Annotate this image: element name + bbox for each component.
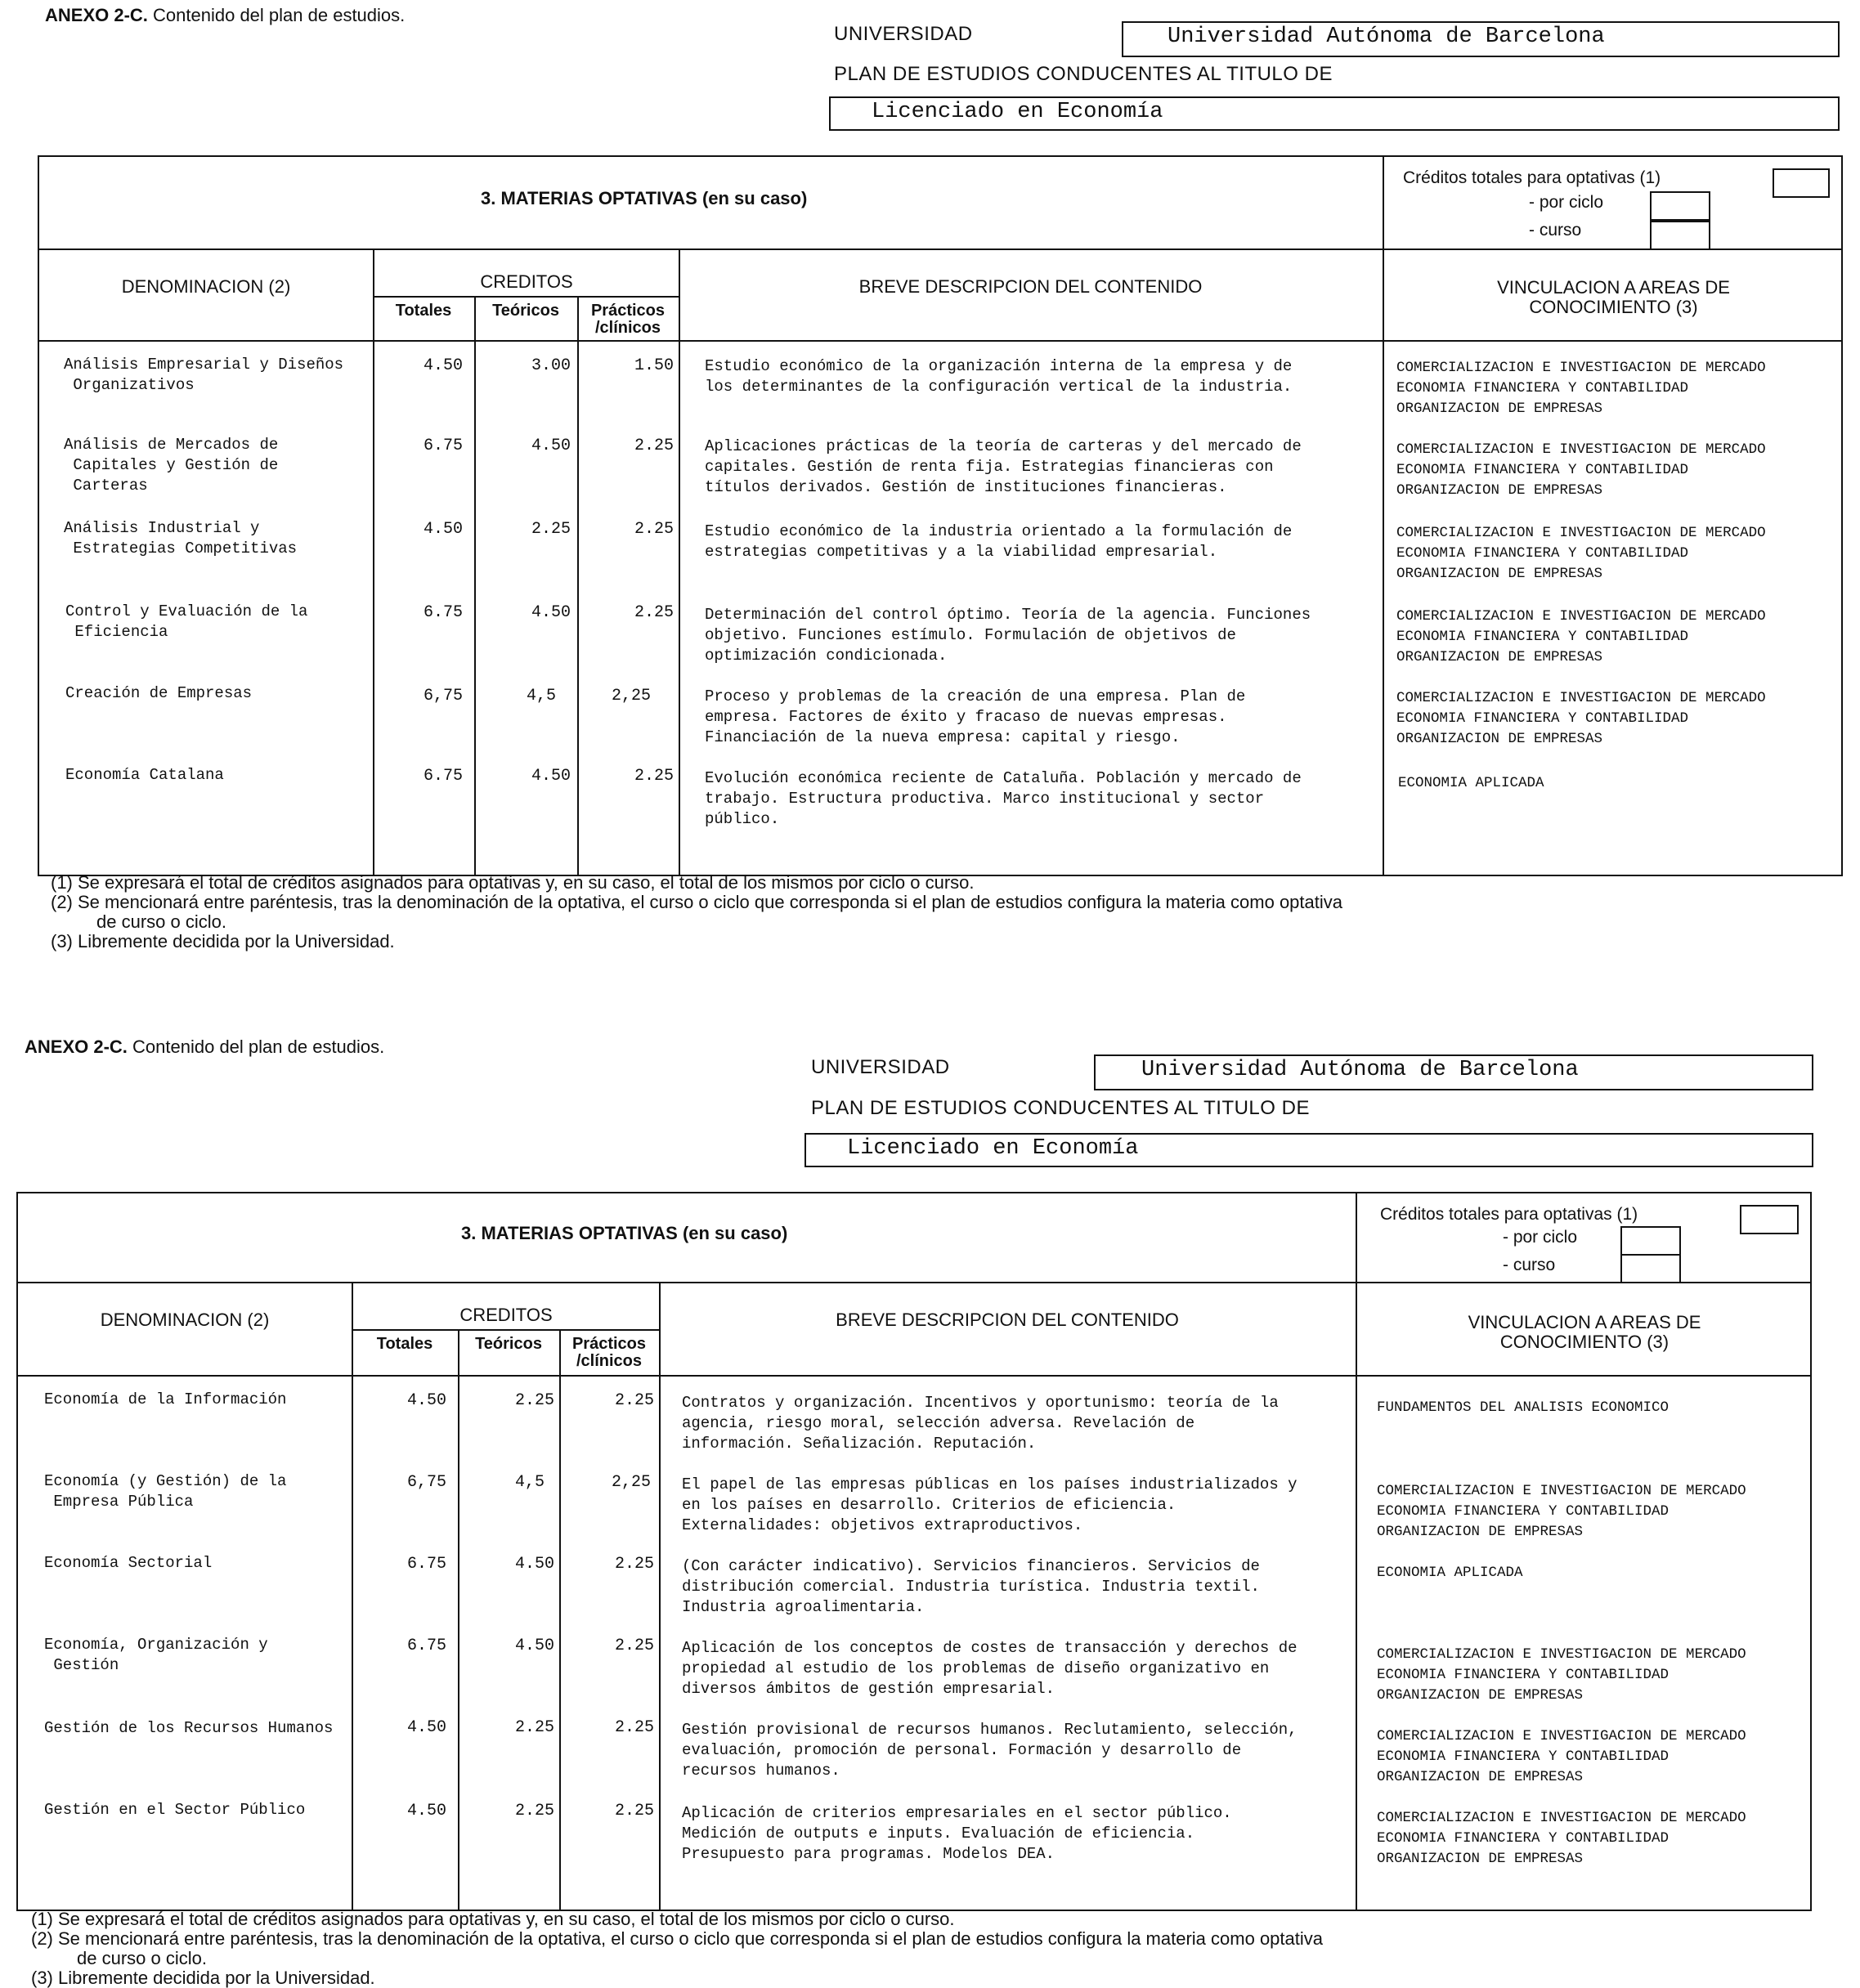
row-descripcion: Evolución económica reciente de Cataluña. Población y mercado de trabajo. Estructura productiva. Marco institucional y sector público. <box>705 769 1302 828</box>
por-ciclo-label: - por ciclo <box>1529 193 1604 212</box>
row-teoricos: 4.50 <box>531 603 571 622</box>
creditos-totales-box <box>1740 1205 1799 1234</box>
footnote-2: (2) Se mencionará entre paréntesis, tras la denominación de la optativa, el curso o ciclo que corresponda si el plan de estudios configura la materia como optativa <box>51 892 1342 912</box>
row-practicos: 1.50 <box>634 356 674 375</box>
row-denominacion: Economía de la Información <box>44 1390 287 1408</box>
plan-label: PLAN DE ESTUDIOS CONDUCENTES AL TITULO DE <box>811 1097 1310 1119</box>
row-teoricos: 2.25 <box>531 520 571 539</box>
row-areas: COMERCIALIZACION E INVESTIGACION DE MERCADO ECONOMIA FINANCIERA Y CONTABILIDAD ORGANIZACION DE EMPRESAS <box>1377 1483 1746 1540</box>
plan-label: PLAN DE ESTUDIOS CONDUCENTES AL TITULO DE <box>834 63 1333 85</box>
creditos-totales-label: Créditos totales para optativas (1) <box>1403 168 1661 187</box>
row-areas: COMERCIALIZACION E INVESTIGACION DE MERCADO ECONOMIA FINANCIERA Y CONTABILIDAD ORGANIZACION DE EMPRESAS <box>1396 608 1766 665</box>
row-practicos: 2.25 <box>634 767 674 786</box>
por-ciclo-label: - por ciclo <box>1503 1228 1578 1247</box>
row-totales: 4.50 <box>423 356 463 375</box>
annex-heading: ANEXO 2-C. Contenido del plan de estudios. <box>45 5 406 25</box>
row-teoricos: 4,5 <box>526 687 556 705</box>
row-areas: COMERCIALIZACION E INVESTIGACION DE MERCADO ECONOMIA FINANCIERA Y CONTABILIDAD ORGANIZACION DE EMPRESAS <box>1396 690 1766 747</box>
col-descripcion: BREVE DESCRIPCION DEL CONTENIDO <box>836 1310 1179 1330</box>
row-areas: ECONOMIA APLICADA <box>1398 775 1544 791</box>
col-creditos: CREDITOS <box>459 1305 553 1325</box>
col-vinculacion: VINCULACION A AREAS DE CONOCIMIENTO (3) <box>1468 1312 1701 1352</box>
row-teoricos: 4,5 <box>514 1473 545 1492</box>
row-descripcion: Estudio económico de la industria orientado a la formulación de estrategias competitivas y a la viabilidad empresarial. <box>705 522 1293 561</box>
footnote-2-cont: de curso o ciclo. <box>77 1948 207 1968</box>
row-denominacion: Creación de Empresas <box>65 684 253 702</box>
col-creditos: CREDITOS <box>480 271 573 292</box>
row-totales: 6.75 <box>423 603 463 622</box>
row-totales: 4.50 <box>406 1802 446 1820</box>
footnote-3: (3) Libremente decidida por la Universidad. <box>51 931 395 951</box>
row-areas: COMERCIALIZACION E INVESTIGACION DE MERCADO ECONOMIA FINANCIERA Y CONTABILIDAD ORGANIZACION DE EMPRESAS <box>1377 1810 1746 1867</box>
row-denominacion: Economía Sectorial <box>44 1554 213 1572</box>
row-areas: FUNDAMENTOS DEL ANALISIS ECONOMICO <box>1377 1399 1670 1416</box>
footnote-2-cont: de curso o ciclo. <box>96 911 226 932</box>
row-practicos: 2.25 <box>614 1391 654 1410</box>
universidad-field: Universidad Autónoma de Barcelona <box>1122 21 1840 57</box>
annex-heading: ANEXO 2-C. Contenido del plan de estudios. <box>25 1037 385 1057</box>
col-denominacion: DENOMINACION (2) <box>121 276 291 297</box>
row-practicos: 2,25 <box>611 687 651 705</box>
row-areas: COMERCIALIZACION E INVESTIGACION DE MERCADO ECONOMIA FINANCIERA Y CONTABILIDAD ORGANIZACION DE EMPRESAS <box>1396 360 1766 417</box>
row-denominacion: Control y Evaluación de la Eficiencia <box>65 602 308 641</box>
row-totales: 6,75 <box>406 1473 446 1492</box>
footnote-2: (2) Se mencionará entre paréntesis, tras la denominación de la optativa, el curso o ciclo que corresponda si el plan de estudios configura la materia como optativa <box>31 1928 1323 1949</box>
row-practicos: 2.25 <box>634 520 674 539</box>
row-areas: COMERCIALIZACION E INVESTIGACION DE MERCADO ECONOMIA FINANCIERA Y CONTABILIDAD ORGANIZACION DE EMPRESAS <box>1377 1728 1746 1785</box>
section-title: 3. MATERIAS OPTATIVAS (en su caso) <box>481 188 808 208</box>
row-denominacion: Gestión de los Recursos Humanos <box>44 1719 334 1737</box>
universidad-field: Universidad Autónoma de Barcelona <box>1094 1054 1813 1090</box>
titulo-field: Licenciado en Economía <box>805 1133 1813 1167</box>
row-descripcion: Proceso y problemas de la creación de una empresa. Plan de empresa. Factores de éxito y fracaso de nuevas empresas. Financiación de la nueva empresa: capital y riesgo. <box>705 687 1246 746</box>
row-descripcion: Determinación del control óptimo. Teoría de la agencia. Funciones objetivo. Funciones estímulo. Formulación de objetivos de optimización condicionada. <box>705 606 1311 665</box>
universidad-label: UNIVERSIDAD <box>834 23 973 45</box>
row-totales: 6,75 <box>423 687 463 705</box>
footnotes <box>31 1910 1323 1988</box>
footnote-1: (1) Se expresará el total de créditos asignados para optativas y, en su caso, el total de los mismos por ciclo o curso. <box>51 872 975 893</box>
row-descripcion: Aplicaciones prácticas de la teoría de carteras y del mercado de capitales. Gestión de renta fija. Estrategias financieras con títulos derivados. Gestión de instituciones financieras. <box>705 437 1302 496</box>
footnote-1: (1) Se expresará el total de créditos asignados para optativas y, en su caso, el total de los mismos por ciclo o curso. <box>31 1909 955 1929</box>
optativas-table <box>16 1192 1812 1911</box>
col-descripcion: BREVE DESCRIPCION DEL CONTENIDO <box>858 276 1203 297</box>
col-totales: Totales <box>376 1335 433 1353</box>
curso-box <box>1650 221 1710 250</box>
row-denominacion: Economía (y Gestión) de la Empresa Pública <box>44 1472 287 1511</box>
row-totales: 6.75 <box>423 437 463 455</box>
curso-box <box>1620 1254 1681 1283</box>
row-descripcion: El papel de las empresas públicas en los países industrializados y en los países en desarrollo. Criterios de eficiencia. Externalidades: objetivos extraproductivos. <box>682 1475 1298 1534</box>
row-areas: ECONOMIA APLICADA <box>1377 1565 1523 1581</box>
col-practicos: Prácticos /clínicos <box>590 302 666 337</box>
optativas-table <box>38 155 1843 876</box>
row-practicos: 2.25 <box>634 603 674 622</box>
col-denominacion: DENOMINACION (2) <box>100 1310 270 1330</box>
row-descripcion: Gestión provisional de recursos humanos. Reclutamiento, selección, evaluación, promoción de personal. Formación y desarrollo de recursos humanos. <box>682 1721 1298 1780</box>
row-areas: COMERCIALIZACION E INVESTIGACION DE MERCADO ECONOMIA FINANCIERA Y CONTABILIDAD ORGANIZACION DE EMPRESAS <box>1396 525 1766 582</box>
row-practicos: 2.25 <box>614 1718 654 1737</box>
row-practicos: 2,25 <box>611 1473 651 1492</box>
row-descripcion: Estudio económico de la organización interna de la empresa y de los determinantes de la configuración vertical de la industria. <box>705 357 1293 396</box>
row-teoricos: 2.25 <box>514 1391 554 1410</box>
row-teoricos: 2.25 <box>514 1718 554 1737</box>
curso-label: - curso <box>1503 1256 1556 1274</box>
row-teoricos: 3.00 <box>531 356 571 375</box>
row-totales: 6.75 <box>406 1637 446 1655</box>
section-title: 3. MATERIAS OPTATIVAS (en su caso) <box>461 1223 788 1243</box>
row-teoricos: 2.25 <box>514 1802 554 1820</box>
row-teoricos: 4.50 <box>514 1555 554 1574</box>
footnotes <box>51 873 1342 951</box>
row-descripcion: (Con carácter indicativo). Servicios financieros. Servicios de distribución comercial. Industria turística. Industria textil. Industria agroalimentaria. <box>682 1557 1260 1616</box>
row-totales: 6.75 <box>406 1555 446 1574</box>
row-practicos: 2.25 <box>614 1555 654 1574</box>
creditos-totales-label: Créditos totales para optativas (1) <box>1380 1205 1638 1224</box>
row-teoricos: 4.50 <box>514 1637 554 1655</box>
universidad-label: UNIVERSIDAD <box>811 1056 950 1078</box>
col-teoricos: Teóricos <box>475 1335 542 1353</box>
row-totales: 4.50 <box>406 1391 446 1410</box>
titulo-field: Licenciado en Economía <box>829 96 1840 131</box>
row-descripcion: Contratos y organización. Incentivos y oportunismo: teoría de la agencia, riesgo moral, selección adversa. Revelación de información. Señalización. Reputación. <box>682 1394 1279 1453</box>
row-practicos: 2.25 <box>614 1637 654 1655</box>
row-practicos: 2.25 <box>634 437 674 455</box>
col-practicos: Prácticos /clínicos <box>571 1335 647 1370</box>
col-totales: Totales <box>395 302 452 320</box>
row-descripcion: Aplicación de los conceptos de costes de transacción y derechos de propiedad al estudio de los problemas de diseño organizativo en diversos ámbitos de gestión empresarial. <box>682 1639 1298 1698</box>
curso-label: - curso <box>1529 221 1582 240</box>
col-teoricos: Teóricos <box>492 302 559 320</box>
creditos-totales-box <box>1773 168 1830 198</box>
row-denominacion: Análisis Industrial y Estrategias Competitivas <box>64 519 298 557</box>
row-totales: 6.75 <box>423 767 463 786</box>
row-denominacion: Economía Catalana <box>65 766 224 784</box>
row-denominacion: Análisis de Mercados de Capitales y Gestión de Carteras <box>64 436 279 495</box>
row-teoricos: 4.50 <box>531 767 571 786</box>
row-denominacion: Economía, Organización y Gestión <box>44 1636 268 1674</box>
footnote-3: (3) Libremente decidida por la Universidad. <box>31 1968 375 1988</box>
row-teoricos: 4.50 <box>531 437 571 455</box>
por-ciclo-box <box>1620 1226 1681 1256</box>
por-ciclo-box <box>1650 191 1710 221</box>
row-denominacion: Análisis Empresarial y Diseños Organizativos <box>64 356 344 394</box>
row-practicos: 2.25 <box>614 1802 654 1820</box>
row-totales: 4.50 <box>406 1718 446 1737</box>
row-areas: COMERCIALIZACION E INVESTIGACION DE MERCADO ECONOMIA FINANCIERA Y CONTABILIDAD ORGANIZACION DE EMPRESAS <box>1396 441 1766 499</box>
row-descripcion: Aplicación de criterios empresariales en el sector público. Medición de outputs e inputs. Evaluación de eficiencia. Presupuesto para programas. Modelos DEA. <box>682 1804 1232 1863</box>
col-vinculacion: VINCULACION A AREAS DE CONOCIMIENTO (3) <box>1497 277 1730 317</box>
row-totales: 4.50 <box>423 520 463 539</box>
row-denominacion: Gestión en el Sector Público <box>44 1801 306 1819</box>
row-areas: COMERCIALIZACION E INVESTIGACION DE MERCADO ECONOMIA FINANCIERA Y CONTABILIDAD ORGANIZACION DE EMPRESAS <box>1377 1646 1746 1704</box>
